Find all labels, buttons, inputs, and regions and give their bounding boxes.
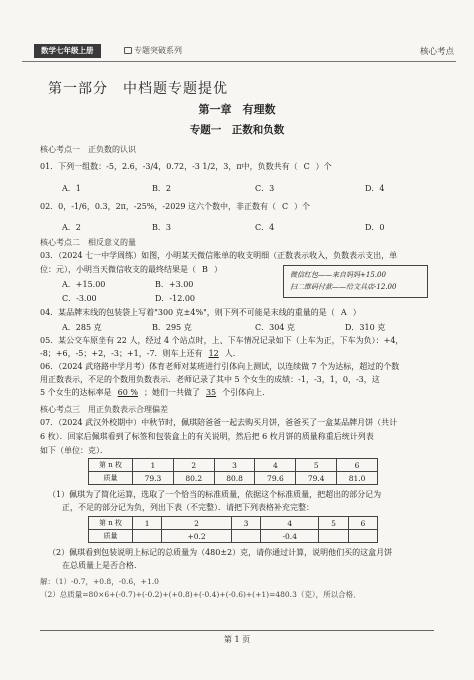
- book-badge: 数学七年级上册: [34, 44, 101, 58]
- table-header-n: 第 n 枚: [89, 459, 133, 472]
- q05-text: -8；+6，-5；+2，-3；+1，-7．则车上还有: [40, 349, 203, 358]
- q06-line2: 用正数表示，不足的个数用负数表示．老师记录了其中 5 个女生的成绩：-1，-3，1，0，-3，这: [40, 375, 380, 384]
- q02-text: 02．0，-1/6，0.3，2π，-25%，-2029 这六个数中，非正数有（: [40, 202, 277, 211]
- topic-title: 专题一 正数和负数: [189, 124, 285, 136]
- q04-end: ）: [352, 308, 361, 317]
- q02-option-d: D．0: [365, 223, 385, 232]
- q04-option-b: B．295 克: [152, 323, 192, 332]
- solution-line-2: （2）总质量=80×6+(-0.7)+(-0.2)+(+0.8)+(-0.4)+(-0.6)+(+1)=480.3（克），所以合格．: [40, 590, 361, 599]
- section-heading-1: 核心考点一 正负数的认识: [40, 145, 136, 154]
- mass-table: [88, 458, 378, 485]
- table-cell: 2: [162, 517, 232, 530]
- chapter-title: 第一章 有理数: [198, 103, 276, 116]
- q07-line3: 如下（单位：克）．: [40, 446, 108, 455]
- q07-part2-line1: （2）佩琪看到包装说明上标记的总质量为（480±2）克，请你通过计算，说明他们买的这盒月饼: [48, 548, 393, 557]
- table-cell: 2: [173, 459, 214, 472]
- q04-stem: [40, 308, 361, 318]
- wechat-line-2: 扫二维码付款——给文具店-12.00: [290, 283, 397, 291]
- q06-answer-1: 60 %: [117, 388, 138, 397]
- series-text: 专题突破系列: [134, 46, 182, 55]
- table-cell: 81.0: [337, 472, 378, 485]
- q04-option-a: A．285 克: [62, 323, 102, 332]
- table-cell: 6: [348, 517, 377, 530]
- q06-line3: [40, 388, 270, 398]
- q02-stem: [40, 202, 310, 212]
- q02-option-b: B．3: [152, 223, 171, 232]
- footer-rule: [40, 630, 434, 631]
- table-cell: 79.4: [296, 472, 337, 485]
- table-cell: [133, 530, 162, 543]
- q01-stem: [40, 162, 332, 172]
- q03-line1: 03．（2024 七一中学周练）如图，小明某天微信账单的收支明细（正数表示收入，负数表示支出，单: [40, 251, 398, 260]
- q04-answer: A: [340, 308, 347, 317]
- header-rule: [22, 61, 456, 62]
- table-row: [89, 530, 378, 543]
- table-cell: 79.6: [255, 472, 296, 485]
- wechat-bill-box: [283, 265, 428, 298]
- q01-end: ）个: [315, 162, 332, 171]
- table-row: [89, 517, 378, 530]
- q01-option-b: B．2: [152, 184, 171, 193]
- table-header-mass: 质量: [89, 472, 133, 485]
- q03-end: ）: [214, 265, 222, 274]
- q01-answer: C: [303, 162, 310, 171]
- q03-text: 位：元），小明当天微信收支的最终结果是（: [40, 265, 196, 274]
- table-row: [89, 472, 378, 485]
- solution-line-1: 解：（1）-0.7，+0.8，-0.6，+1.0: [40, 577, 159, 586]
- q05-answer: 12: [208, 349, 219, 358]
- q07-line2: 6 枚）．回家后佩琪看到了标签和包装盒上的有关说明，然后把 6 枚月饼的质量称重后统计列表: [40, 432, 374, 441]
- q07-part2-line2: 在总质量上是否合格．: [62, 561, 142, 570]
- table-cell: 5: [296, 459, 337, 472]
- q01-text: 01．下列一组数：-5，2.6，-3/4，0.72，-3 1/2，3，π中，负数共有（: [40, 162, 298, 171]
- table-cell: 3: [214, 459, 255, 472]
- q05-line1: 05．某公交车原坐有 22 人，经过 4 个站点时，上、下车情况记录如下（上车为正，下车为负）：+4，: [40, 336, 404, 345]
- table-cell: 1: [133, 459, 174, 472]
- q05-line2: [40, 349, 241, 359]
- table-row: [89, 459, 378, 472]
- q06-text-a: 5 个女生的达标率是: [40, 388, 112, 397]
- table-cell: 80.2: [173, 472, 214, 485]
- table-cell: 79.3: [133, 472, 174, 485]
- q01-option-d: D．4: [365, 184, 385, 193]
- table-cell: 5: [319, 517, 348, 530]
- table-cell: 3: [231, 517, 260, 530]
- table-header-mass: 质量: [89, 530, 133, 543]
- q04-text: 04．某品牌末线的包装袋上写着"300 克±4%"，则下列不可能是末线的重量的是（: [40, 308, 335, 317]
- table-cell: -0.4: [261, 530, 319, 543]
- q01-option-c: C．3: [255, 184, 275, 193]
- q01-option-a: A．1: [62, 184, 81, 193]
- corner-label: 核心考点: [419, 47, 454, 57]
- q04-option-d: D．310 克: [345, 323, 386, 332]
- section-heading-2: 核心考点二 相反意义的量: [40, 238, 136, 247]
- q02-option-a: A．2: [62, 223, 81, 232]
- table-cell: 6: [337, 459, 378, 472]
- table-cell: [319, 530, 348, 543]
- part-title: 第一部分 中档题专题提优: [48, 81, 228, 97]
- header-bar: [22, 44, 456, 60]
- q06-text-c: 个引体向上．: [222, 388, 271, 397]
- q03-line2: [40, 265, 222, 275]
- q02-answer: C: [281, 202, 289, 211]
- table-cell: [348, 530, 377, 543]
- q07-part1-line2: 正，不足的部分记为负，列出下表（不完整）．请把下列表格补充完整：: [62, 503, 314, 512]
- q04-option-c: C．304 克: [255, 323, 295, 332]
- q06-line1: 06．（2024 武珞路中学月考）体育老师对某班进行引体向上测试，以连续做 7 个为达标，超过的个数: [40, 362, 400, 371]
- q06-text-b: ；她们一共做了: [143, 388, 200, 397]
- table-cell: [231, 530, 260, 543]
- q03-option-d: D．-12.00: [155, 294, 196, 303]
- q02-end: ）个: [294, 202, 311, 211]
- table-header-n: 第 n 枚: [89, 517, 133, 530]
- deviation-table: [88, 516, 378, 543]
- q02-option-c: C．4: [255, 223, 275, 232]
- page-number: 第 1 页: [223, 635, 251, 644]
- q03-option-a: A．+15.00: [62, 280, 106, 289]
- q03-option-b: B．+3.00: [155, 280, 194, 289]
- section-heading-3: 核心考点三 用正负数表示合理偏差: [40, 405, 168, 414]
- q07-part1-line1: （1）佩琪为了简化运算，选取了一个恰当的标准质量，依据这个标准质量，把超出的部分记为: [48, 490, 382, 499]
- table-cell: +0.2: [162, 530, 232, 543]
- table-cell: 80.8: [214, 472, 255, 485]
- q06-answer-2: 35: [205, 388, 217, 397]
- q03-answer: B: [202, 265, 208, 274]
- q05-end: 人．: [224, 349, 241, 358]
- q03-option-c: C．-3.00: [62, 294, 97, 303]
- book-icon: [124, 47, 132, 54]
- table-cell: 4: [255, 459, 296, 472]
- q07-line1: 07．（2024 武汉外校期中）中秋节时，佩琪陪爸爸一起去购买月饼，爸爸买了一盒某品牌月饼（共计: [40, 418, 398, 427]
- table-cell: 1: [133, 517, 162, 530]
- table-cell: 4: [261, 517, 319, 530]
- wechat-line-1: 微信红包——来自妈妈+15.00: [290, 271, 386, 279]
- series-label: [124, 45, 182, 56]
